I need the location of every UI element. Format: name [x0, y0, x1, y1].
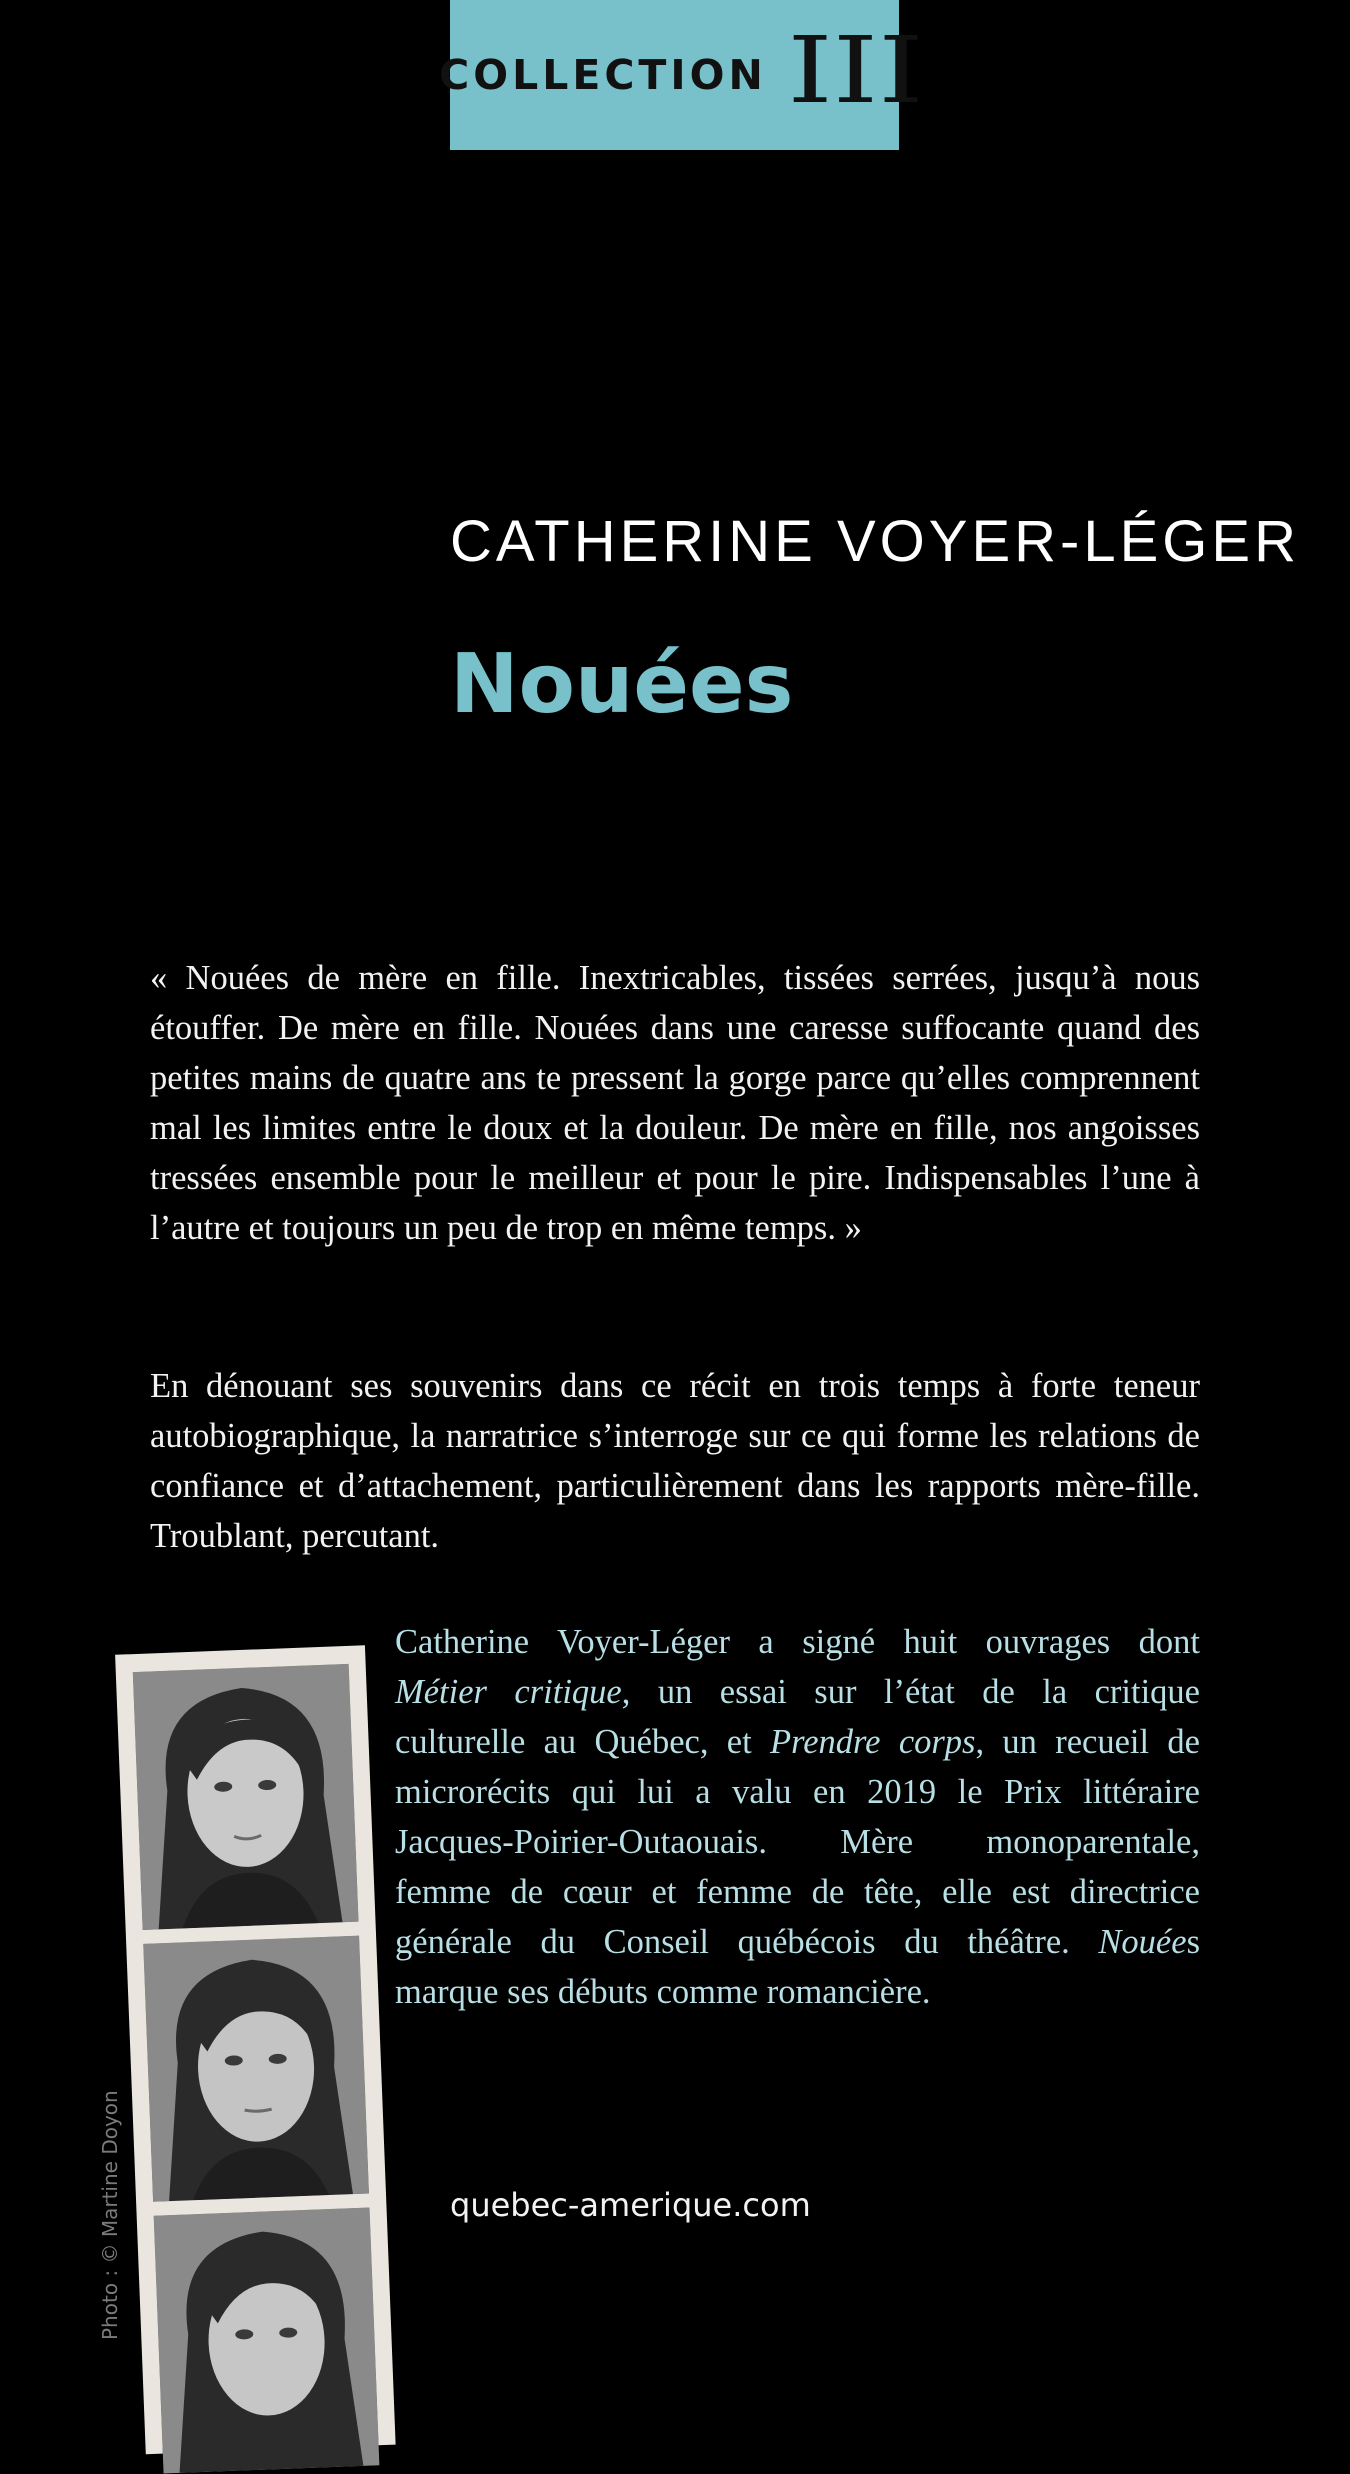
book-reference: Métier critique [395, 1673, 622, 1711]
bio-line: microrécits qui lui a valu en 2019 le Prix littéraire [395, 1773, 1200, 1811]
collection-label: COLLECTION [439, 51, 767, 99]
author-photo [143, 1936, 369, 2202]
publisher-website[interactable]: quebec-amerique.com [450, 2186, 811, 2224]
bio-line: Catherine Voyer-Léger a signé huit ouvrages dont [395, 1623, 1200, 1661]
photo-credit: Photo : © Martine Doyon [98, 2090, 122, 2340]
excerpt-quote: « Nouées de mère en fille. Inextricables, tissées serrées, jusqu’à nous étouffer. De mère en fille. Nouées dans une caresse suffocante quand des petites mains de quatre ans te pressent la gorge parce qu’elles comprennent mal les limites entre le doux et la douleur. De mère en fille, nos angoisses tressées ensemble pour le meilleur et pour le pire. Indispensables l’une à l’autre et toujours un peu de trop en même temps. » [150, 959, 1200, 1247]
book-reference: Prendre corps [770, 1723, 976, 1761]
portrait-image [154, 2207, 380, 2473]
portrait-image [143, 1936, 369, 2202]
book-reference: Nouée [1098, 1923, 1187, 1961]
book-summary: En dénouant ses souvenirs dans ce récit en trois temps à forte teneur autobiographique, la narratrice s’interroge sur ce qui forme les relations de confiance et d’attachement, particulièrement dans les rapports mère-fille. Troublant, percutant. [150, 1367, 1200, 1555]
portrait-image [133, 1664, 359, 1930]
author-name: CATHERINE VOYER-LÉGER [450, 509, 1300, 574]
book-title: Nouées [450, 637, 794, 732]
bio-line: marque ses débuts comme romancière. [395, 1973, 931, 2011]
bio-line: culturelle au Québec, et Prendre corps, un recueil de [395, 1723, 1200, 1761]
collection-numeral: III [787, 17, 924, 124]
author-bio [395, 1617, 1200, 2017]
author-photo-strip [115, 1645, 396, 2454]
bio-line: femme de cœur et femme de tête, elle est directrice [395, 1873, 1200, 1911]
bio-line: Jacques-Poirier-Outaouais. Mère monoparentale, [395, 1823, 1200, 1861]
bio-line: Métier critique, un essai sur l’état de la critique [395, 1673, 1200, 1711]
author-photo [133, 1664, 359, 1930]
bio-line: générale du Conseil québécois du théâtre. Nouées [395, 1923, 1200, 1961]
author-photo [154, 2207, 380, 2473]
collection-badge [439, 0, 924, 150]
